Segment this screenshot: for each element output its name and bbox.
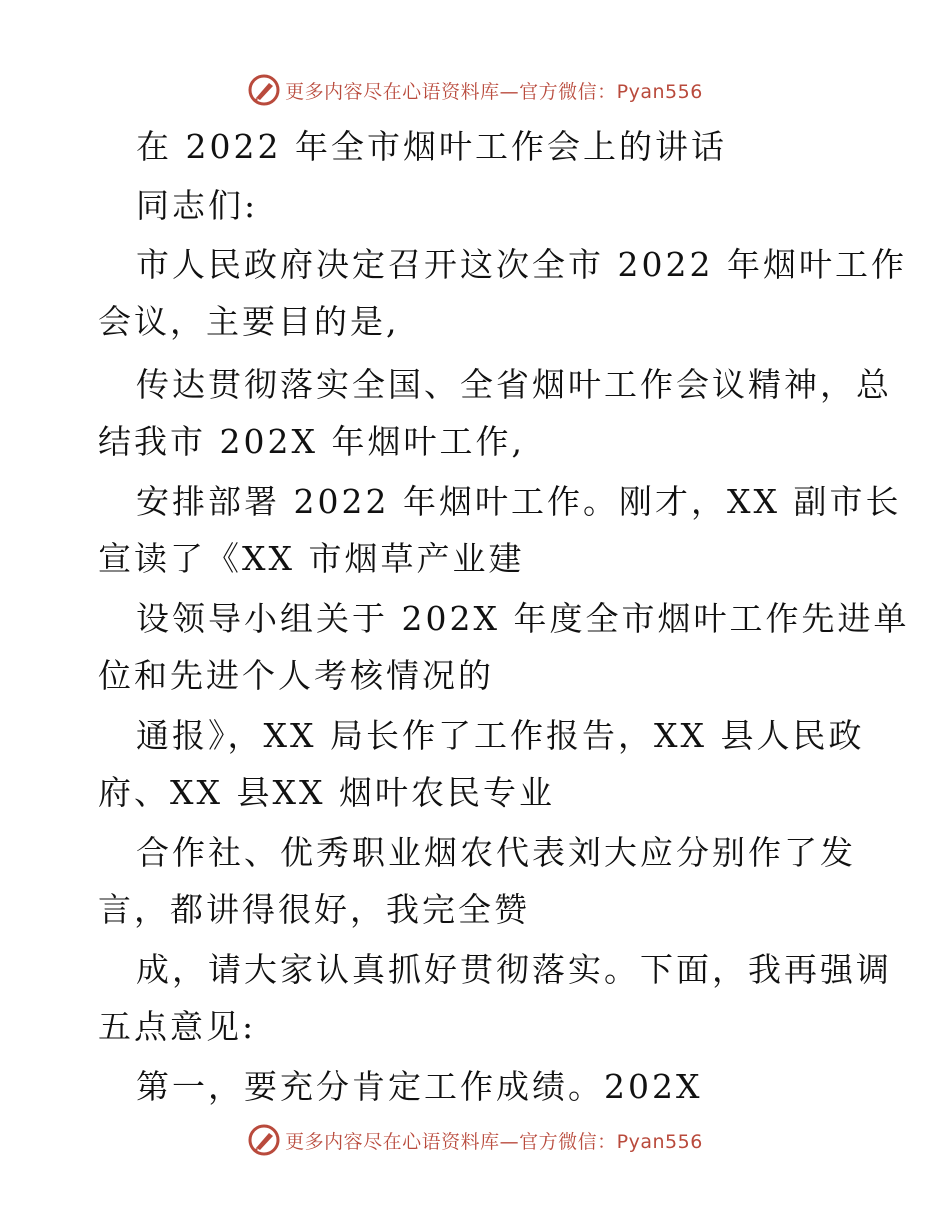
paragraph-line: 位和先进个人考核情况的: [98, 656, 494, 695]
paragraph-line: 通报》，XX 局长作了工作报告，XX 县人民政: [136, 716, 865, 755]
paragraph-line: 第一，要充分肯定工作成绩。202X: [136, 1067, 703, 1106]
paragraph-line: 传达贯彻落实全国、全省烟叶工作会议精神，总: [136, 365, 892, 404]
paragraph-line: 设领导小组关于 202X 年度全市烟叶工作先进单: [136, 599, 910, 638]
paragraph-line: 合作社、优秀职业烟农代表刘大应分别作了发: [136, 833, 856, 872]
pen-logo-icon: [247, 1123, 281, 1157]
salutation: 同志们:: [136, 186, 259, 225]
watermark-footer: [0, 1123, 950, 1157]
paragraph-line: 安排部署 2022 年烟叶工作。刚才，XX 副市长: [136, 482, 902, 521]
watermark-text: 更多内容尽在心语资料库—官方微信：Pyan556: [285, 80, 703, 103]
paragraph-line: 府、XX 县XX 烟叶农民专业: [98, 773, 555, 812]
paragraph-line: 宣读了《XX 市烟草产业建: [98, 539, 525, 578]
paragraph-line: 会议，主要目的是,: [98, 302, 400, 341]
watermark-header: [0, 73, 950, 107]
paragraph-line: 成，请大家认真抓好贯彻落实。下面，我再强调: [136, 950, 892, 989]
paragraph-line: 言，都讲得很好，我完全赞: [98, 890, 530, 929]
document-title: 在 2022 年全市烟叶工作会上的讲话: [136, 127, 727, 166]
pen-logo-icon: [247, 73, 281, 107]
paragraph-line: 五点意见:: [98, 1007, 257, 1046]
watermark-text: 更多内容尽在心语资料库—官方微信：Pyan556: [285, 1130, 703, 1153]
paragraph-line: 市人民政府决定召开这次全市 2022 年烟叶工作: [136, 245, 907, 284]
paragraph-line: 结我市 202X 年烟叶工作,: [98, 422, 525, 461]
